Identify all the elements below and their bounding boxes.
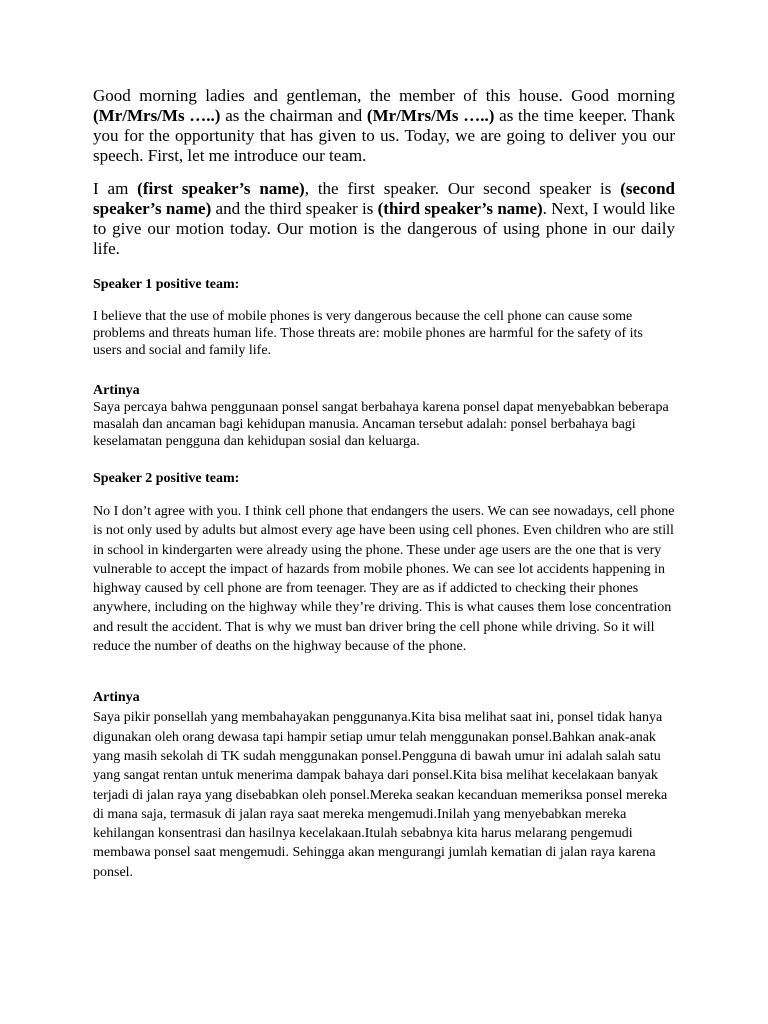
intro-p1-run: as the time keeper. Thank you for the opportunity that has given to us. Today, we are going to deliver you our speech. First, let me introduce our team.	[93, 106, 676, 165]
intro-paragraph-1	[93, 86, 675, 166]
speaker-1-translation: Saya percaya bahwa penggunaan ponsel sangat berbahaya karena ponsel dapat menyebabkan beberapa masalah dan ancaman bagi kehidupan manusia. Ancaman tersebut adalah: ponsel berbahaya bagi keselamatan pengguna dan kehidupan sosial dan keluarga.	[93, 400, 669, 449]
intro-p1-run: as the chairman and	[220, 106, 367, 125]
document-page	[93, 86, 675, 882]
speaker-2-heading: Speaker 2 positive team:	[93, 471, 240, 486]
intro-p2-run: and the third speaker is	[211, 199, 378, 218]
speaker-2-translation: Saya pikir ponsellah yang membahayakan penggunanya.Kita bisa melihat saat ini, ponsel tidak hanya digunakan oleh orang dewasa tapi hampir setiap umur telah menggunakan ponsel.Bahkan anak-anak yang masih sekolah di TK sudah menggunakan ponsel.Pengguna di bawah umur ini adalah salah satu yang sangat rentan untuk menerima dampak bahaya dari ponsel.Kita bisa melihat kecelakaan banyak terjadi di jalan raya yang disebabkan oleh ponsel.Mereka seakan kecanduan memeriksa ponsel mereka di mana saja, termasuk di jalan raya saat mereka mengemudi.Inilah yang menyebabkan mereka kehilangan konsentrasi dan hasilnya kecelakaan.Itulah sebabnya kita harus melarang pengemudi membawa ponsel saat mengemudi. Sehingga akan mengurangi jumlah kematian di jalan raya karena ponsel.	[93, 710, 668, 880]
intro-p2-run: I am	[93, 179, 138, 198]
intro-p1-bold-timekeeper: (Mr/Mrs/Ms …..)	[366, 106, 495, 125]
intro-p2-run: , the first speaker. Our second speaker is	[304, 179, 621, 198]
intro-p2-bold-first-speaker: (first speaker’s name)	[137, 179, 305, 198]
speaker-1-heading: Speaker 1 positive team:	[93, 277, 240, 292]
intro-p2-run: . Next, I would like to give our motion today. Our motion is the dangerous of using phone in our daily life.	[93, 199, 676, 258]
speaker-2-translation-label: Artinya	[93, 690, 140, 706]
speaker-1-speech: I believe that the use of mobile phones is very dangerous because the cell phone can cause some problems and threats human life. Those threats are: mobile phones are harmful for the safety of its users and social and family life.	[93, 309, 643, 358]
intro-p1-bold-chairman: (Mr/Mrs/Ms …..)	[93, 106, 221, 125]
intro-paragraph-2	[93, 179, 675, 259]
intro-p2-bold-second-speaker: (second speaker’s name)	[93, 179, 675, 218]
intro-p2-bold-third-speaker: (third speaker’s name)	[377, 199, 543, 218]
intro-p1-run: Good morning ladies and gentleman, the member of this house. Good morning	[93, 86, 675, 105]
speaker-1-translation-label: Artinya	[93, 383, 140, 398]
speaker-2-speech: No I don’t agree with you. I think cell phone that endangers the users. We can see nowadays, cell phone is not only used by adults but almost every age have been using cell phones. Even children who are still in school in kindergarten were already using the phone. These under age users are the one that is very vulnerable to accept the impact of hazards from mobile phones. We can see lot accidents happening in highway caused by cell phone are from teenager. They are as if addicted to checking their phones anywhere, including on the highway while they’re driving. This is what causes them lose concentration and result the accident. That is why we must ban driver bring the cell phone while driving. So it will reduce the number of deaths on the highway because of the phone.	[93, 504, 675, 655]
